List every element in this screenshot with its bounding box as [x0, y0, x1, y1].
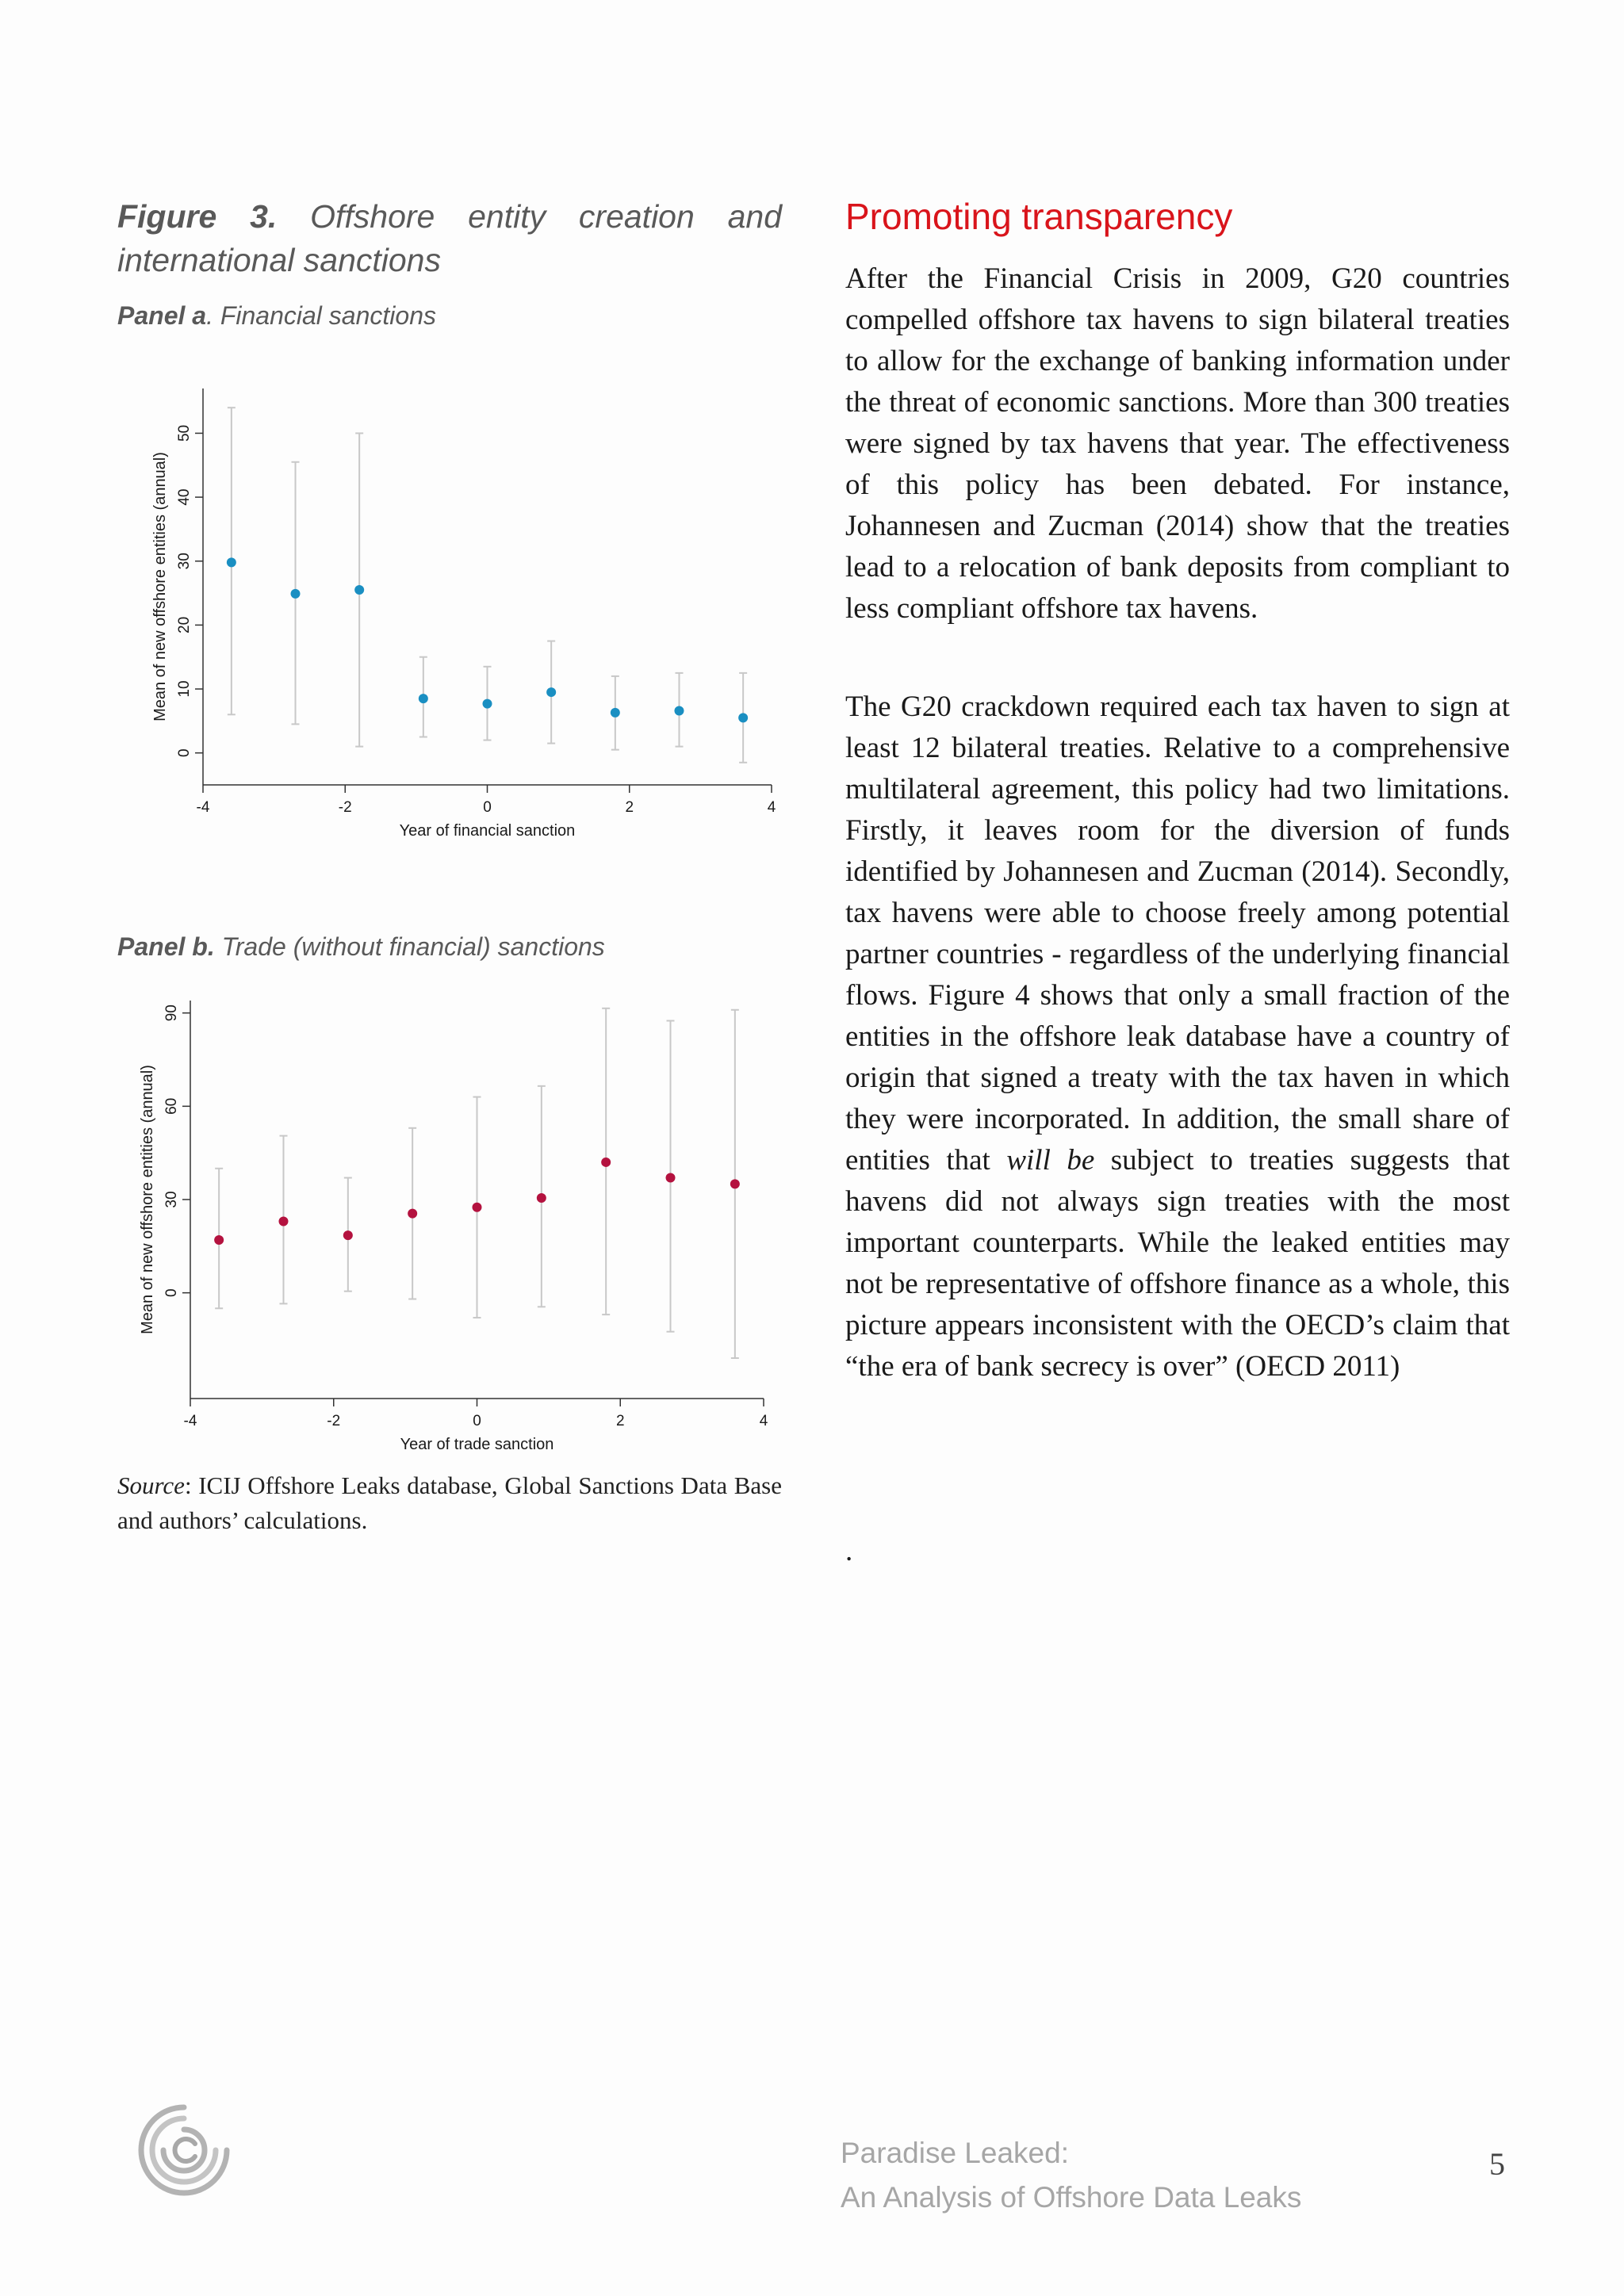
y-tick-label: 0 [163, 1288, 180, 1297]
figure-label: Figure 3. [117, 198, 278, 235]
x-axis-title: Year of financial sanction [399, 822, 576, 840]
y-tick-label: 20 [176, 616, 193, 633]
y-tick-label: 10 [176, 680, 193, 698]
trailing-period: . [845, 1535, 853, 1567]
figure-caption: Offshore entity creation and international sanctions [117, 198, 782, 278]
source-label: Source [117, 1471, 185, 1499]
x-tick-label: 4 [767, 799, 776, 816]
data-point [408, 1209, 417, 1219]
data-point [473, 1203, 482, 1212]
x-tick-label: 0 [473, 1413, 481, 1429]
paragraph-2-part-b: subject to treaties suggests that havens did not always sign treaties with the most important counterparts. While the leaked entities may not be representative of offshore finance as a whole, this picture appears inconsistent with the OECD’s claim that “the era of bank secrecy is over” (OECD 2011) [845, 1144, 1510, 1383]
data-point [214, 1235, 224, 1245]
y-tick-label: 60 [163, 1097, 180, 1115]
x-tick-label: -2 [327, 1413, 341, 1429]
footer-title-line-1: Paradise Leaked: [841, 2137, 1069, 2169]
panel-b-label [117, 932, 605, 962]
paragraph-2 [845, 687, 1510, 1387]
footer-title-line-2: An Analysis of Offshore Data Leaks [841, 2181, 1302, 2214]
data-point [227, 557, 236, 567]
data-point [291, 589, 301, 599]
y-axis-title: Mean of new offshore entities (annual) [151, 452, 169, 721]
paragraph-2-emphasis: will be [1006, 1144, 1095, 1177]
panel-a-letter: Panel a [117, 301, 207, 330]
x-tick-label: -4 [183, 1413, 197, 1429]
data-point [343, 1230, 353, 1240]
data-point [546, 687, 556, 697]
figure-title [117, 195, 782, 282]
data-point [537, 1193, 546, 1203]
data-point [666, 1173, 676, 1183]
y-axis-title: Mean of new offshore entities (annual) [139, 1065, 156, 1334]
y-tick-label: 40 [176, 488, 193, 506]
data-point [354, 585, 364, 595]
y-tick-label: 30 [176, 553, 193, 570]
paragraph-1: After the Financial Crisis in 2009, G20 countries compelled offshore tax havens to sign bilateral treaties to allow for the exchange of banking information under the threat of economic sanctions. More than 300 treaties were signed by tax havens that year. The effectiveness of this policy has been debated. For instance, Johannesen and Zucman (2014) show that the treaties lead to a relocation of bank deposits from compliant to less compliant offshore tax havens. [845, 262, 1510, 625]
footer-title [841, 2131, 1301, 2220]
y-tick-label: 90 [163, 1004, 180, 1022]
x-tick-label: 0 [483, 799, 492, 816]
figure-source [117, 1468, 782, 1538]
data-point [730, 1179, 740, 1188]
chart-financial-sanctions [143, 373, 793, 848]
data-point [611, 708, 620, 718]
panel-a-label [117, 301, 436, 331]
data-point [278, 1216, 288, 1226]
x-tick-label: 2 [625, 799, 634, 816]
x-tick-label: -2 [338, 799, 352, 816]
data-point [674, 706, 684, 715]
data-point [419, 694, 428, 703]
panel-a-title: . Financial sanctions [206, 301, 436, 330]
page-number: 5 [1489, 2146, 1505, 2182]
x-tick-label: 2 [615, 1413, 625, 1429]
publisher-logo-icon [136, 2103, 232, 2198]
source-text: : ICIJ Offshore Leaks database, Global Sanctions Data Base and authors’ calculations. [117, 1471, 782, 1534]
chart-trade-sanctions [127, 991, 785, 1459]
section-heading: Promoting transparency [845, 196, 1233, 237]
y-tick-label: 0 [176, 748, 193, 757]
y-tick-label: 50 [176, 424, 193, 442]
x-axis-title: Year of trade sanction [400, 1436, 554, 1453]
data-point [738, 713, 748, 722]
x-tick-label: 4 [759, 1413, 768, 1429]
data-point [483, 699, 492, 709]
panel-b-title: Trade (without financial) sanctions [214, 932, 605, 961]
y-tick-label: 30 [163, 1191, 180, 1208]
panel-b-letter: Panel b. [117, 932, 215, 961]
x-tick-label: -4 [196, 799, 210, 816]
data-point [601, 1158, 611, 1167]
paragraph-2-part-a: The G20 crackdown required each tax haven to sign at least 12 bilateral treaties. Relative to a comprehensive multilateral agreement, this policy had two limitations. Firstly, it leaves room for the diversion of funds identified by Johannesen and Zucman (2014). Secondly, tax havens were able to choose freely among potential partner countries - regardless of the underlying financial flows. Figure 4 shows that only a small fraction of the entities in the offshore leak database have a country of origin that signed a treaty with the tax haven in which they were incorporated. In addition, the small share of entities that [845, 691, 1510, 1177]
